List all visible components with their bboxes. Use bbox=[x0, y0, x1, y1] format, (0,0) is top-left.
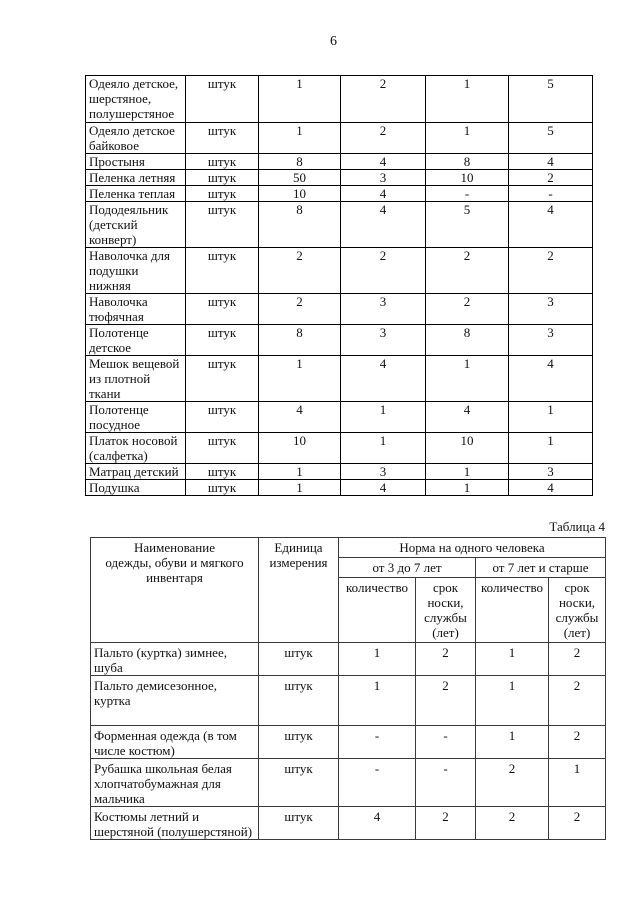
unit-cell: штук bbox=[186, 433, 259, 464]
page-number: 6 bbox=[330, 34, 337, 49]
item-name-cell: Наволочка тюфячная bbox=[86, 294, 186, 325]
table-row bbox=[86, 294, 593, 325]
value-cell: 1 bbox=[509, 402, 593, 433]
header-qty-cell: количество bbox=[476, 578, 549, 643]
header-name-cell: Наименование одежды, обуви и мягкого инвентаря bbox=[91, 538, 259, 643]
value-cell: 5 bbox=[509, 123, 593, 154]
term-cell: 2 bbox=[416, 807, 476, 840]
term-cell: 2 bbox=[549, 807, 606, 840]
table-row bbox=[86, 76, 593, 123]
value-cell: 8 bbox=[426, 325, 509, 356]
header-term-cell: срок носки, службы (лет) bbox=[416, 578, 476, 643]
table-row bbox=[86, 154, 593, 170]
value-cell: 4 bbox=[341, 186, 426, 202]
header-unit-cell: Единица измерения bbox=[259, 538, 339, 643]
unit-cell: штук bbox=[259, 807, 339, 840]
value-cell: 3 bbox=[509, 464, 593, 480]
value-cell: 4 bbox=[341, 202, 426, 248]
value-cell: 4 bbox=[341, 356, 426, 402]
qty-cell: 2 bbox=[476, 759, 549, 807]
item-name-cell: Пододеяльник (детский конверт) bbox=[86, 202, 186, 248]
table-header-row bbox=[91, 538, 606, 558]
value-cell: 2 bbox=[341, 123, 426, 154]
term-cell: 2 bbox=[416, 676, 476, 726]
value-cell: 3 bbox=[509, 325, 593, 356]
value-cell: 4 bbox=[509, 480, 593, 496]
value-cell: 4 bbox=[341, 154, 426, 170]
value-cell: 50 bbox=[259, 170, 341, 186]
value-cell: 10 bbox=[426, 433, 509, 464]
value-cell: 1 bbox=[259, 123, 341, 154]
table-row bbox=[86, 325, 593, 356]
value-cell: 8 bbox=[259, 325, 341, 356]
table-row bbox=[86, 202, 593, 248]
term-cell: - bbox=[416, 726, 476, 759]
table-row bbox=[86, 464, 593, 480]
term-cell: 2 bbox=[416, 643, 476, 676]
clothing-norms-table bbox=[90, 537, 606, 840]
value-cell: 10 bbox=[259, 433, 341, 464]
qty-cell: 1 bbox=[476, 726, 549, 759]
table-row bbox=[91, 759, 606, 807]
header-qty-cell: количество bbox=[339, 578, 416, 643]
value-cell: 1 bbox=[259, 356, 341, 402]
value-cell: - bbox=[509, 186, 593, 202]
table-row bbox=[91, 807, 606, 840]
qty-cell: 1 bbox=[476, 676, 549, 726]
unit-cell: штук bbox=[186, 356, 259, 402]
item-name-cell: Подушка bbox=[86, 480, 186, 496]
item-name-cell: Одеяло детское, шерстяное, полушерстяное bbox=[86, 76, 186, 123]
value-cell: 8 bbox=[259, 154, 341, 170]
unit-cell: штук bbox=[259, 676, 339, 726]
unit-cell: штук bbox=[186, 123, 259, 154]
item-name-cell: Пеленка теплая bbox=[86, 186, 186, 202]
unit-cell: штук bbox=[186, 248, 259, 294]
unit-cell: штук bbox=[259, 759, 339, 807]
value-cell: 4 bbox=[426, 402, 509, 433]
value-cell: 3 bbox=[509, 294, 593, 325]
table-row bbox=[91, 643, 606, 676]
unit-cell: штук bbox=[259, 643, 339, 676]
value-cell: 10 bbox=[426, 170, 509, 186]
unit-cell: штук bbox=[186, 294, 259, 325]
term-cell: 1 bbox=[549, 759, 606, 807]
value-cell: 1 bbox=[259, 464, 341, 480]
item-name-cell: Полотенце детское bbox=[86, 325, 186, 356]
value-cell: 1 bbox=[509, 433, 593, 464]
unit-cell: штук bbox=[186, 402, 259, 433]
value-cell: 5 bbox=[509, 76, 593, 123]
table-row bbox=[86, 433, 593, 464]
item-name-cell: Платок носовой (салфетка) bbox=[86, 433, 186, 464]
unit-cell: штук bbox=[186, 170, 259, 186]
unit-cell: штук bbox=[186, 480, 259, 496]
value-cell: 1 bbox=[426, 123, 509, 154]
item-name-cell: Пеленка летняя bbox=[86, 170, 186, 186]
table-caption: Таблица 4 bbox=[549, 519, 605, 534]
value-cell: 1 bbox=[341, 402, 426, 433]
value-cell: 4 bbox=[509, 356, 593, 402]
value-cell: 2 bbox=[509, 170, 593, 186]
item-name-cell: Мешок вещевой из плотной ткани bbox=[86, 356, 186, 402]
value-cell: 2 bbox=[259, 248, 341, 294]
qty-cell: 2 bbox=[476, 807, 549, 840]
header-term-cell: срок носки, службы (лет) bbox=[549, 578, 606, 643]
items-table-continued bbox=[85, 75, 593, 496]
unit-cell: штук bbox=[186, 186, 259, 202]
table-row bbox=[86, 170, 593, 186]
value-cell: 8 bbox=[259, 202, 341, 248]
qty-cell: 4 bbox=[339, 807, 416, 840]
table-row bbox=[86, 480, 593, 496]
value-cell: 4 bbox=[509, 154, 593, 170]
value-cell: 2 bbox=[259, 294, 341, 325]
item-name-cell: Полотенце посудное bbox=[86, 402, 186, 433]
item-name-cell: Рубашка школьная белая хлопчатобумажная для мальчика bbox=[91, 759, 259, 807]
item-name-cell: Матрац детский bbox=[86, 464, 186, 480]
unit-cell: штук bbox=[186, 464, 259, 480]
value-cell: 1 bbox=[426, 464, 509, 480]
value-cell: 3 bbox=[341, 325, 426, 356]
term-cell: - bbox=[416, 759, 476, 807]
value-cell: 10 bbox=[259, 186, 341, 202]
value-cell: 4 bbox=[341, 480, 426, 496]
value-cell: 5 bbox=[426, 202, 509, 248]
unit-cell: штук bbox=[186, 76, 259, 123]
unit-cell: штук bbox=[186, 202, 259, 248]
qty-cell: 1 bbox=[339, 643, 416, 676]
table-row bbox=[86, 186, 593, 202]
qty-cell: - bbox=[339, 726, 416, 759]
item-name-cell: Костюмы летний и шерстяной (полушерстяной) bbox=[91, 807, 259, 840]
item-name-cell: Пальто (куртка) зимнее, шуба bbox=[91, 643, 259, 676]
value-cell: 1 bbox=[426, 76, 509, 123]
header-norm-cell: Норма на одного человека bbox=[339, 538, 606, 558]
value-cell: 2 bbox=[341, 76, 426, 123]
table-row bbox=[86, 123, 593, 154]
value-cell: 3 bbox=[341, 294, 426, 325]
table-row bbox=[91, 726, 606, 759]
value-cell: 2 bbox=[341, 248, 426, 294]
unit-cell: штук bbox=[186, 154, 259, 170]
value-cell: - bbox=[426, 186, 509, 202]
header-age-group-cell: от 7 лет и старше bbox=[476, 558, 606, 578]
table-row bbox=[86, 402, 593, 433]
value-cell: 8 bbox=[426, 154, 509, 170]
table-row bbox=[86, 248, 593, 294]
value-cell: 2 bbox=[426, 294, 509, 325]
item-name-cell: Форменная одежда (в том числе костюм) bbox=[91, 726, 259, 759]
item-name-cell: Простыня bbox=[86, 154, 186, 170]
item-name-cell: Одеяло детское байковое bbox=[86, 123, 186, 154]
value-cell: 1 bbox=[341, 433, 426, 464]
qty-cell: - bbox=[339, 759, 416, 807]
value-cell: 1 bbox=[426, 356, 509, 402]
value-cell: 3 bbox=[341, 170, 426, 186]
header-age-group-cell: от 3 до 7 лет bbox=[339, 558, 476, 578]
qty-cell: 1 bbox=[476, 643, 549, 676]
item-name-cell: Наволочка для подушки нижняя bbox=[86, 248, 186, 294]
value-cell: 3 bbox=[341, 464, 426, 480]
unit-cell: штук bbox=[186, 325, 259, 356]
value-cell: 2 bbox=[509, 248, 593, 294]
item-name-cell: Пальто демисезонное, куртка bbox=[91, 676, 259, 726]
value-cell: 1 bbox=[259, 480, 341, 496]
value-cell: 2 bbox=[426, 248, 509, 294]
table-row bbox=[91, 676, 606, 726]
value-cell: 1 bbox=[259, 76, 341, 123]
table-row bbox=[86, 356, 593, 402]
term-cell: 2 bbox=[549, 726, 606, 759]
value-cell: 1 bbox=[426, 480, 509, 496]
term-cell: 2 bbox=[549, 643, 606, 676]
qty-cell: 1 bbox=[339, 676, 416, 726]
value-cell: 4 bbox=[509, 202, 593, 248]
value-cell: 4 bbox=[259, 402, 341, 433]
unit-cell: штук bbox=[259, 726, 339, 759]
term-cell: 2 bbox=[549, 676, 606, 726]
